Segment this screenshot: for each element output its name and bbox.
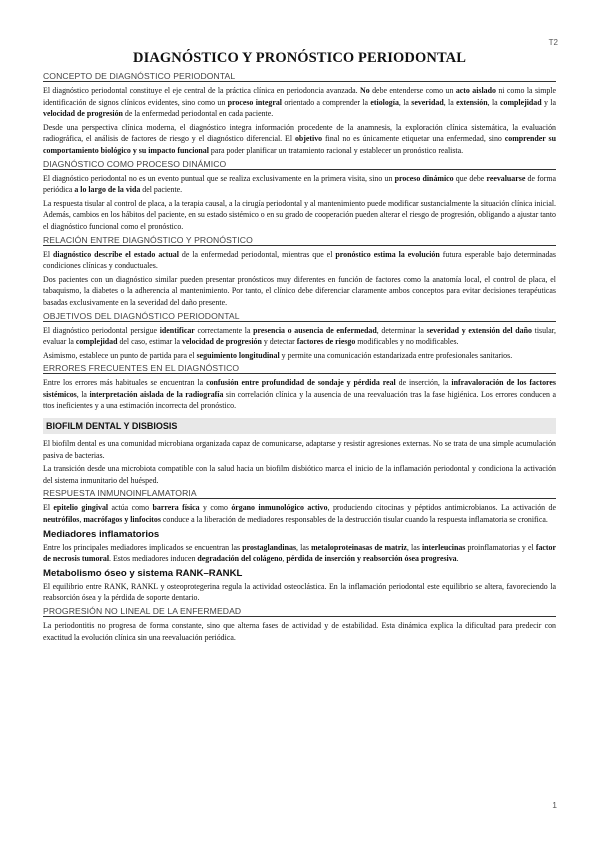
text-run: , la	[76, 389, 90, 399]
document-page	[43, 50, 556, 645]
paragraph-progresion-1	[43, 620, 556, 643]
text-run: futura esperable bajo determinadas condiciones clínicas y conductuales.	[43, 249, 556, 271]
text-run: ,	[79, 515, 84, 525]
bold-text-run: órgano inmunológico activo	[231, 503, 328, 513]
bold-text-run: etiología	[370, 97, 399, 107]
bold-text-run: reevaluarse	[486, 173, 526, 183]
page-title: DIAGNÓSTICO Y PRONÓSTICO PERIODONTAL	[133, 50, 466, 66]
text-run: debe entenderse como un	[369, 86, 456, 95]
section-heading-relacion: RELACIÓN ENTRE DIAGNÓSTICO Y PRONÓSTICO	[43, 235, 556, 246]
text-run: y permite una comunicación estandarizada entre profesionales sanitarios.	[279, 350, 513, 360]
bold-text-run: proceso dinámico	[394, 173, 454, 183]
text-run: Asimismo, establece un punto de partida para el	[43, 350, 197, 360]
bold-text-run: epitelio gingival	[53, 503, 109, 513]
text-run: conduce a la liberación de mediadores responsables de la destrucción tisular cuando la respuesta inflamatoria se cronifica.	[160, 515, 548, 525]
text-run: , la	[398, 97, 412, 107]
text-run: ,	[282, 554, 287, 564]
paragraph-proceso-1	[43, 173, 556, 196]
text-run: modificables y no modificables.	[355, 337, 459, 347]
paragraph-errores-1	[43, 377, 556, 412]
section-heading-errores: ERRORES FRECUENTES EN EL DIAGNÓSTICO	[43, 363, 556, 374]
text-run: Desde una perspectiva clínica moderna, el diagnóstico integra información procedente de la anamnesis, la exploración clínica sistemática, la evaluación radiográfica, el análisis de factores de riesgo y el diagnóstico diferencial. El	[43, 122, 556, 144]
text-run: La periodontitis no progresa de forma constante, sino que alterna fases de actividad y de estabilidad. Esta dinámica explica la dificultad para predecir con exactitud la evolución clínica sin una reevaluación periódica.	[43, 621, 556, 642]
text-run: El	[43, 249, 53, 259]
text-run: El diagnóstico periodontal no es un evento puntual que se realiza exclusivamente en la primera visita, sino un	[43, 173, 395, 183]
text-run: correctamente la	[194, 325, 254, 335]
bold-text-run: interpretación aislada de la radiografía	[89, 389, 224, 399]
text-run: , las	[406, 542, 422, 552]
bold-text-run: confusión entre profundidad de sondaje y pérdida real	[206, 378, 396, 388]
section-heading-objetivos: OBJETIVOS DEL DIAGNÓSTICO PERIODONTAL	[43, 311, 556, 322]
text-run: y la	[541, 97, 556, 107]
bold-text-run: seguimiento longitudinal	[196, 350, 280, 360]
text-run: Entre los principales mediadores implicados se encuentran las	[43, 542, 243, 552]
text-run: El diagnóstico periodontal persigue	[43, 325, 160, 335]
bold-text-run: macrófagos y linfocitos	[83, 515, 161, 525]
bold-text-run: barrera física	[152, 503, 200, 513]
paragraph-respuesta-1	[43, 502, 556, 525]
bold-text-run: severidad	[411, 97, 444, 107]
bold-text-run: pérdida de inserción y reabsorción ósea progresiva	[286, 554, 457, 564]
paragraph-biofilm-1	[43, 438, 556, 461]
text-run: del caso, estimar la	[117, 337, 182, 347]
text-run: de la enfermedad periodontal, mientras que el	[178, 249, 336, 259]
text-run: , las	[296, 542, 312, 552]
text-run: Dos pacientes con un diagnóstico similar pueden presentar pronósticos muy diferentes en función de factores como la anatomía local, el control de placa, el tabaquismo, la diabetes o la adherencia al mantenimiento. Por tanto, el clínico debe diferenciar claramente ambos conceptos para evitar decisiones terapéuticas basadas exclusivamente en la severidad del daño presente.	[43, 274, 556, 307]
text-run: actúa como	[108, 503, 153, 513]
section-heading-concepto: CONCEPTO DE DIAGNÓSTICO PERIODONTAL	[43, 71, 556, 82]
text-run: para poder planificar un tratamiento racional y establecer un pronóstico realista.	[208, 145, 464, 155]
bold-text-run: No	[360, 86, 370, 95]
bold-text-run: comprender su comportamiento biológico y su impacto funcional	[43, 134, 557, 155]
text-run: El	[43, 503, 54, 513]
bold-text-run: complejidad	[75, 337, 118, 347]
bold-text-run: proceso integral	[227, 97, 282, 107]
bold-text-run: objetivo	[294, 134, 323, 144]
text-run: que debe	[453, 173, 487, 183]
subheading-mediadores: Mediadores inflamatorios	[43, 528, 160, 540]
section-heading-progresion: PROGRESIÓN NO LINEAL DE LA ENFERMEDAD	[43, 606, 556, 617]
section-heading-proceso: DIAGNÓSTICO COMO PROCESO DINÁMICO	[43, 159, 556, 170]
subheading-metabolismo: Metabolismo óseo y sistema RANK–RANKL	[43, 567, 243, 579]
bold-text-run: extensión	[456, 97, 488, 107]
text-run: El biofilm dental es una comunidad microbiana organizada capaz de comunicarse, adaptarse y resistir agresiones externas. No se trata de una simple acumulación pasiva de bacterias.	[43, 439, 556, 460]
bold-text-run: neutrófilos	[43, 515, 80, 525]
paragraph-relacion-1	[43, 249, 556, 272]
text-run: de inserción, la	[395, 378, 452, 388]
text-run: El diagnóstico periodontal constituye el eje central de la práctica clínica en periodoncia avanzada.	[43, 86, 361, 95]
paragraph-objetivos-2	[43, 350, 556, 362]
bold-text-run: pronóstico estima la evolución	[335, 249, 440, 259]
bold-text-run: degradación del colágeno	[197, 554, 283, 564]
text-run: proinflamatorias y el	[465, 542, 536, 552]
section-heading-respuesta: RESPUESTA INMUNOINFLAMATORIA	[43, 488, 556, 499]
text-run: de la enfermedad periodontal en cada paciente.	[122, 109, 274, 119]
text-run: y como	[199, 503, 232, 513]
bold-text-run: severidad y extensión del daño	[426, 325, 532, 335]
text-run: orientado a comprender la	[282, 97, 371, 107]
text-run: La respuesta tisular al control de placa, a la terapia causal, a la cirugía periodontal y al mantenimiento puede modificar sustancialmente la situación clínica inicial. Además, cambios en los hábitos del paciente, en su estado sistémico o en su grado de cooperación pueden alterar el riesgo de progresión, obligando a ajustar tanto el diagnóstico funcional como el pronóstico.	[43, 198, 556, 231]
text-run: La transición desde una microbiota compatible con la salud hacia un biofilm disbiótico marca el inicio de la inflamación periodontal y condiciona la activación del sistema inmunitario del huésped.	[43, 464, 556, 485]
text-run: Entre los errores más habituales se encuentran la	[43, 378, 207, 388]
text-run: . Estos mediadores inducen	[109, 554, 198, 564]
document-tag: T2	[548, 38, 558, 47]
text-run: , determinar la	[376, 325, 427, 335]
paragraph-metabolismo-1	[43, 581, 556, 604]
text-run: final no es únicamente etiquetar una enfermedad, sino	[322, 134, 505, 144]
text-run: El equilibrio entre RANK, RANKL y osteoprotegerina regula la actividad osteoclástica. En la inflamación periodontal este equilibrio se altera, favoreciendo la reabsorción ósea y la pérdida de soporte dentario.	[43, 581, 556, 603]
bold-text-run: velocidad de progresión	[181, 337, 262, 347]
paragraph-relacion-2	[43, 274, 556, 309]
text-run: , la	[443, 97, 457, 107]
bold-text-run: acto aislado	[455, 86, 496, 95]
section-heading-biofilm: BIOFILM DENTAL Y DISBIOSIS	[43, 418, 556, 434]
paragraph-objetivos-1	[43, 325, 556, 348]
bold-text-run: prostaglandinas	[242, 542, 297, 552]
bold-text-run: a lo largo de la vida	[74, 185, 141, 195]
bold-text-run: presencia o ausencia de enfermedad	[253, 325, 377, 335]
bold-text-run: infravaloración de los factores sistémicos	[43, 378, 556, 399]
text-run: .	[456, 554, 459, 564]
text-run: , produciendo citocinas y péptidos antimicrobianos. La activación de	[327, 503, 556, 513]
bold-text-run: factor de necrosis tumoral	[43, 542, 556, 564]
bold-text-run: identificar	[159, 325, 195, 335]
text-run: y detectar	[261, 337, 297, 347]
paragraph-mediadores-1	[43, 542, 556, 565]
text-run: del paciente.	[140, 185, 183, 195]
paragraph-biofilm-2	[43, 463, 556, 486]
paragraph-proceso-2	[43, 198, 556, 233]
text-run: sin correlación clínica y la ausencia de una reevaluación tras la fase higiénica. Los errores conducen a ttos ineficientes y a una estimación incorrecta del pronóstico.	[43, 389, 556, 411]
paragraph-concepto-1	[43, 85, 556, 120]
bold-text-run: diagnóstico describe el estado actual	[53, 249, 179, 259]
paragraph-concepto-2	[43, 122, 556, 157]
text-run: tisular, evaluar la	[43, 325, 557, 347]
bold-text-run: factores de riesgo	[296, 337, 356, 347]
text-run: de forma periódica	[43, 173, 556, 195]
text-run: , la	[487, 97, 500, 107]
text-run: ni como la simple identificación de signos clínicos evidentes, sino como un	[43, 86, 557, 107]
bold-text-run: metaloproteinasas de matriz	[311, 542, 407, 552]
page-number: 1	[552, 800, 557, 810]
bold-text-run: velocidad de progresión	[43, 109, 123, 119]
bold-text-run: complejidad	[500, 97, 542, 107]
bold-text-run: interleucinas	[421, 542, 466, 552]
